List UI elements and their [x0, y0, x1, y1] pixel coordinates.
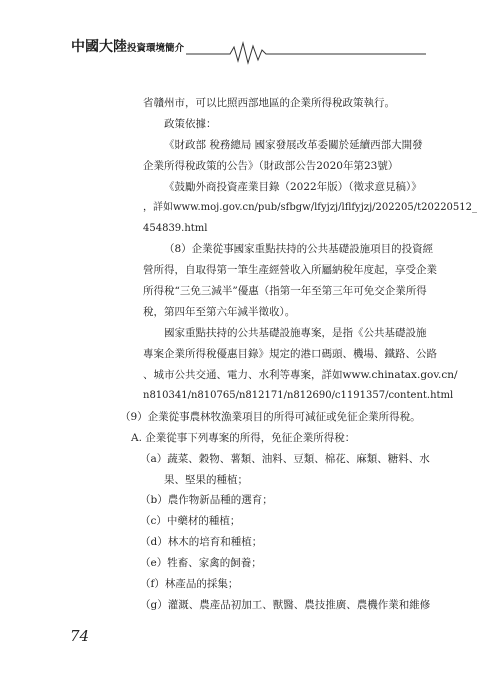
body-line: （9）企業從事農林牧漁業項目的所得可減征或免征企業所得稅。: [120, 411, 421, 423]
body-line: 454839.html: [143, 223, 208, 234]
body-line: ，詳如www.moj.gov.cn/pub/sfbgw/lfyjzj/lflfyjzj/202205/t20220512_: [143, 202, 478, 213]
body-line: 政策依據：: [164, 118, 217, 130]
body-line: 營所得，自取得第一筆生產經營收入所屬納稅年度起，享受企業: [143, 264, 437, 276]
list-item: （a）蔬菜、穀物、薯類、油料、豆類、棉花、麻類、糖料、水: [140, 453, 430, 465]
list-item: （b）農作物新品種的選育；: [140, 494, 273, 506]
body-line: 國家重點扶持的公共基礎設施專案，是指《公共基礎設施: [164, 327, 427, 339]
header-title-main: 中國大陸: [71, 39, 127, 55]
body-line: 、城市公共交通、電力、水利等專案，詳如www.chinatax.gov.cn/: [143, 369, 458, 381]
body-line: 專案企業所得稅優惠目錄》規定的港口碼頭、機場、鐵路、公路: [143, 348, 437, 360]
body-line: A. 企業從事下列專案的所得，免征企業所得稅：: [131, 432, 356, 444]
body-line: （8）企業從事國家重點扶持的公共基礎設施項目的投資經: [164, 243, 434, 255]
list-item: （f）林產品的採集；: [140, 578, 239, 590]
header-title-sub: 投資環境簡介: [127, 43, 185, 54]
body-line: n810341/n810765/n812171/n812690/c1191357/content.html: [143, 390, 454, 401]
body-line: 所得稅“三免三減半”優惠（指第一年至第三年可免交企業所得: [143, 285, 427, 297]
body-line: 《財政部 稅務總局 國家發展改革委關於延續西部大開發: [164, 139, 423, 151]
body-line: 《鼓勵外商投資產業目錄（2022年版）（徵求意見稿）》: [164, 181, 422, 193]
body-line: 省贛州市，可以比照西部地區的企業所得稅政策執行。: [143, 97, 395, 109]
body-line: 稅，第四年至第六年減半徵收）。: [143, 306, 296, 318]
list-item-continuation: 果、堅果的種植；: [164, 474, 248, 486]
list-item: （d）林木的培育和種植；: [140, 536, 263, 548]
list-item: （g）灌溉、農產品初加工、獸醫、農技推廣、農機作業和維修: [140, 599, 431, 611]
page-number: 74: [70, 627, 90, 645]
body-line: 企業所得稅政策的公告》（財政部公告2020年第23號）: [143, 160, 399, 172]
list-item: （e）牲畜、家禽的飼養；: [140, 557, 262, 569]
list-item: （c）中藥材的種植；: [140, 515, 241, 527]
